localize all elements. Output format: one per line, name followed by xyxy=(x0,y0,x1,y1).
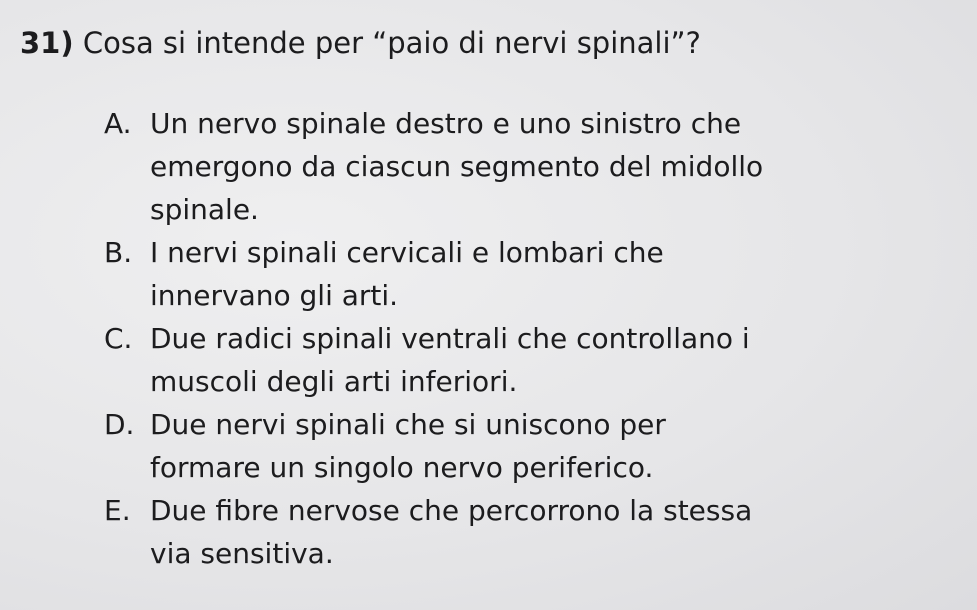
option-text-line: innervano gli arti. xyxy=(150,279,399,312)
option-letter: B. xyxy=(104,236,133,269)
option-letter: D. xyxy=(104,408,135,441)
option-c[interactable] xyxy=(104,317,924,403)
option-letter: E. xyxy=(104,494,131,527)
option-text-line: formare un singolo nervo periferico. xyxy=(150,451,654,484)
option-e[interactable] xyxy=(104,489,924,575)
option-text-line: Due nervi spinali che si uniscono per xyxy=(150,408,666,441)
option-text-line: Due fibre nervose che percorrono la stessa xyxy=(150,494,753,527)
option-text-line: spinale. xyxy=(150,193,259,226)
option-text-line: Due radici spinali ventrali che controllano i xyxy=(150,322,750,355)
option-b[interactable] xyxy=(104,231,924,317)
option-text-line: Un nervo spinale destro e uno sinistro che xyxy=(150,107,742,140)
option-letter: C. xyxy=(104,322,133,355)
question-text: Cosa si intende per “paio di nervi spinali”? xyxy=(82,26,701,60)
option-a[interactable] xyxy=(104,102,924,231)
option-letter: A. xyxy=(104,107,132,140)
answer-options xyxy=(104,102,924,575)
option-text-line: muscoli degli arti inferiori. xyxy=(150,365,518,398)
question-header xyxy=(20,22,701,64)
option-text-line: I nervi spinali cervicali e lombari che xyxy=(150,236,664,269)
question-number: 31) xyxy=(20,26,74,60)
option-d[interactable] xyxy=(104,403,924,489)
option-text-line: emergono da ciascun segmento del midollo xyxy=(150,150,764,183)
option-text-line: via sensitiva. xyxy=(150,537,334,570)
